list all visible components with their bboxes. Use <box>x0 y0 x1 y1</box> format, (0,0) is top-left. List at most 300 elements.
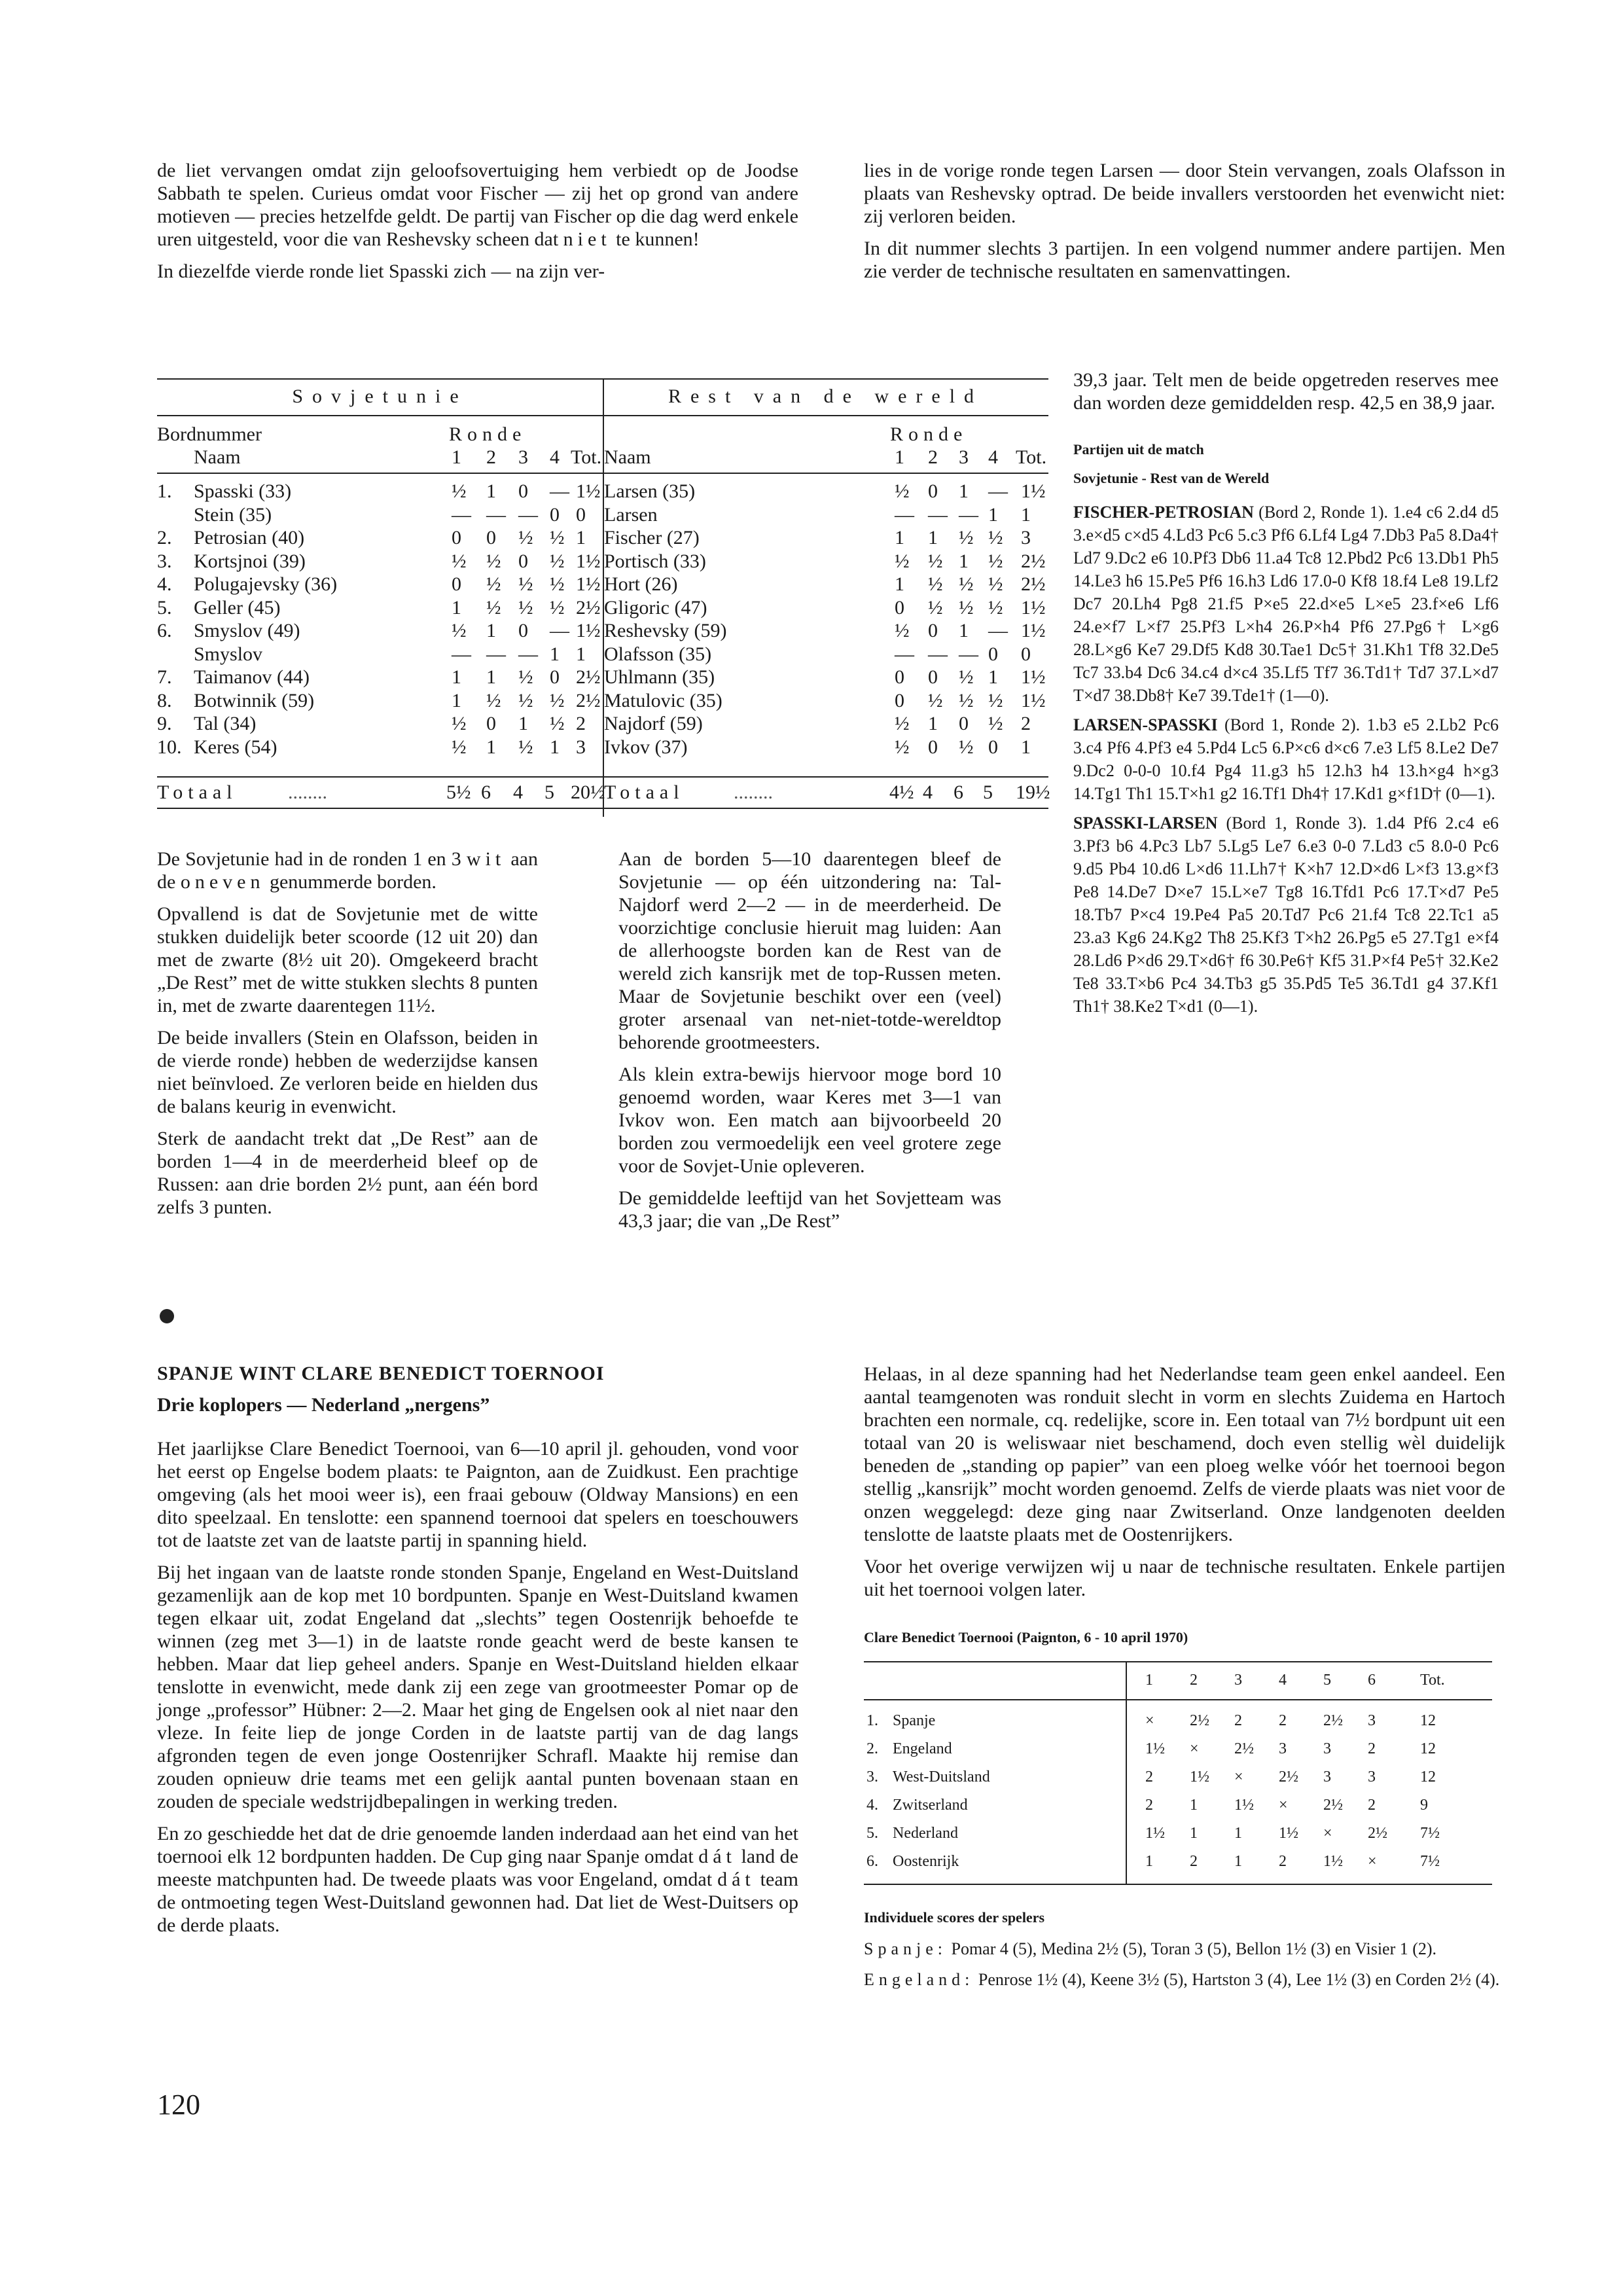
round-score: ½ <box>518 596 533 619</box>
round-score: 1 <box>486 480 496 502</box>
tot-header: Tot. <box>571 446 602 468</box>
total-cell: 12 <box>1420 1712 1436 1729</box>
total-score: 1½ <box>1021 666 1046 688</box>
table-row <box>157 666 1048 689</box>
game-info: (Bord 1, Ronde 3). <box>1217 814 1367 833</box>
score-cell: 2 <box>1368 1740 1376 1757</box>
bordnummer-label: Bordnummer <box>157 423 262 445</box>
text: te kunnen! <box>611 228 700 250</box>
round-score: ½ <box>550 527 565 548</box>
round-score: — <box>988 620 1008 641</box>
round-score: 1 <box>959 480 969 502</box>
round-score: 0 <box>486 713 496 734</box>
score-cell: × <box>1279 1797 1288 1814</box>
score-cell: 2 <box>1190 1853 1198 1870</box>
round-score: 0 <box>895 689 904 711</box>
game-title: FISCHER-PETROSIAN <box>1073 503 1254 522</box>
round-score: ½ <box>959 666 974 688</box>
game-moves: 1.d4 Pf6 2.c4 e6 3.Pf3 b6 4.Pc3 Lb7 5.Lg5 Le7 6.e3 0-0 7.Ld3 c5 8.0-0 Pc6 9.d5 Pb4 10.d6 L×d6 11.Lh7† K×h7 12.D×d6 L×f3 13.g×f3 Pe8 14.De7 D×e7 15.L×e7 Tg8 16.Tfd1 Pc6 17.T×d7 Pe5 18.Tb7 P×c4 19.Pe4 Pa5 20.Td7 Pc6 21.f4 Tc8 22.Tc1 a5 23.a3 Kg6 24.Kg2 Th8 25.Kf3 T×h2 26.Pg5 e5 27.Tg1 e×f4 28.Ld6 P×d6 29.T×d6† f6 30.Pe6† Kf5 31.P×f4 Pe5† 32.Ke2 Te8 33.T×b6 Pc4 34.Tb3 g5 35.Pd5 Te5 36.Td1 g4 37.Kf1 Th1† 38.Ke2 T×d1 (0—1). <box>1073 814 1499 1016</box>
round-score: 0 <box>486 527 496 548</box>
chess-column <box>1073 368 1499 1018</box>
round-total: 4 <box>513 781 523 803</box>
column-header: 5 <box>1323 1672 1331 1689</box>
player-name: Smyslov <box>194 643 263 665</box>
total-score: 1½ <box>1021 620 1046 641</box>
round-header: 1 <box>452 446 461 468</box>
round-total: 6 <box>481 781 491 803</box>
player-name: Matulovic (35) <box>604 689 722 711</box>
table-row <box>157 736 1048 759</box>
player-name: Gligoric (47) <box>604 596 707 619</box>
round-header: 4 <box>988 446 998 468</box>
round-score: ½ <box>452 736 467 758</box>
tournament-table <box>864 1661 1492 1885</box>
round-score: — <box>928 503 948 526</box>
score-cell: 3 <box>1368 1712 1376 1729</box>
total-score: 2½ <box>1021 550 1046 572</box>
player-name: Petrosian (40) <box>194 527 305 548</box>
round-score: 0 <box>895 666 904 688</box>
table-row <box>157 550 1048 573</box>
score-cell: 1 <box>1190 1797 1198 1814</box>
score-cell: × <box>1368 1853 1377 1870</box>
board-number: 5. <box>157 596 172 619</box>
player-name: Keres (54) <box>194 736 277 758</box>
board-number: 2. <box>157 527 172 548</box>
round-header: 2 <box>486 446 496 468</box>
board-number: 7. <box>157 666 172 688</box>
round-score: ½ <box>518 689 533 711</box>
total-cell: 12 <box>1420 1740 1436 1757</box>
total-score: 2½ <box>576 666 601 688</box>
game-moves: 1.e4 c6 2.d4 d5 3.e×d5 c×d5 4.Ld3 Pc6 5.c3 Pf6 6.Lf4 Lg4 7.Db3 Pa5 8.Da4† Ld7 9.Dc2 e6 10.Pf3 Db6 11.a4 Tc8 12.Pbd2 Pc6 13.Db1 Ph5 14.Le3 h6 15.Pe5 Pf6 16.h3 Ld6 17.0-0 Kf8 18.f4 Le8 19.Lf2 Dc7 20.Lh4 Pg8 21.f5 P×e5 22.d×e5 L×e5 23.f×e6 Lf6 24.e×f7 L×f7 25.Pf3 L×h4 26.P×h4 Pf6 27.Pg6† L×g6 28.L×g6 Ke7 29.Df5 Kd8 30.Tae1 Dc5† 31.Kh1 Tf8 32.De5 Tc7 33.b4 Dc6 34.c4 d×c4 35.Lf5 Tf7 36.Td1† Td7 37.L×d7 T×d7 38.Db8† Ke7 39.Tde1† (1—0). <box>1073 503 1499 705</box>
round-score: ½ <box>959 573 974 595</box>
table-title: Clare Benedict Toernooi (Paignton, 6 - 10 april 1970) <box>864 1629 1188 1645</box>
total-score: 2½ <box>1021 573 1046 595</box>
paragraph: Bij het ingaan van de laatste ronde stonden Spanje, Engeland en West-Duitsland gezamenlijk aan de kop met 10 bordpunten. Spanje en West-Duitsland kwamen tegen elkaar uit, zodat Engeland dat „slechts” tegen Oostenrijk behoefde te winnen (zeg met 3—1) in de laatste ronde geacht werd de beste kansen te hebben. Maar dat liep geheel anders. Spanje en West-Duitsland hielden elkaar tenslotte in evenwicht, mede dank zij een zege van grootmeester Pomar op de jonge „professor” Hübner: 2—2. Maar het ging de Engelsen ook al niet naar den vleze. In feite liep de jonge Corden in de laatste partij van de dag langs afgronden tegen de even jonge Oostenrijker Schrafl. Maakte hij remise dan zouden opnieuw drie teams met een gelijk aantal punten bovenaan staan en zouden de speciale wedstrijdbepalingen in werking treden. <box>157 1562 798 1812</box>
text: De Sovjetunie had in de ronden 1 en 3 <box>157 848 467 870</box>
paragraph: Opvallend is dat de Sovjetunie met de witte stukken duidelijk beter scoorde (12 uit 20) dan met de zwarte (8½ uit 20). Omgekeerd bracht „De Rest” met de witte stukken slechts 8 punten in, met de zwarte daarentegen 11½. <box>157 903 538 1016</box>
player-name: Polugajevsky (36) <box>194 573 338 595</box>
game-title: LARSEN-SPASSKI <box>1073 715 1218 734</box>
round-score: 1 <box>959 620 969 641</box>
round-score: ½ <box>895 480 910 502</box>
board-number: 6. <box>157 620 172 641</box>
round-score: 1 <box>959 550 969 572</box>
score-cell: 1½ <box>1145 1740 1165 1757</box>
total-score: 1½ <box>1021 596 1046 619</box>
round-score: ½ <box>550 573 565 595</box>
round-score: — <box>550 480 569 502</box>
round-score: — <box>486 643 506 665</box>
total-score: 1½ <box>1021 689 1046 711</box>
round-score: — <box>452 643 471 665</box>
country-name: Oostenrijk <box>893 1853 959 1870</box>
round-header: 2 <box>928 446 938 468</box>
round-score: ½ <box>895 736 910 758</box>
rank: 4. <box>866 1797 878 1814</box>
score-cell: 1½ <box>1145 1825 1165 1842</box>
round-score: — <box>518 643 538 665</box>
round-score: — <box>959 643 978 665</box>
player-name: Larsen <box>604 503 658 526</box>
totaal-label: Totaal <box>604 781 685 803</box>
player-name: Reshevsky (59) <box>604 620 727 641</box>
totaal-label: Totaal <box>157 781 238 803</box>
round-score: 0 <box>895 596 904 619</box>
score-cell: 2 <box>1368 1797 1376 1814</box>
round-score: ½ <box>550 550 565 572</box>
total-cell: 7½ <box>1420 1825 1440 1842</box>
score-cell: × <box>1323 1825 1332 1842</box>
round-score: ½ <box>895 713 910 734</box>
score-cell: 3 <box>1323 1740 1331 1757</box>
round-score: ½ <box>518 527 533 548</box>
table-row <box>157 689 1048 712</box>
player-name: Geller (45) <box>194 596 281 619</box>
player-name: Larsen (35) <box>604 480 696 502</box>
score-cell: 2 <box>1279 1712 1287 1729</box>
round-score: 0 <box>452 527 461 548</box>
score-cell: 1½ <box>1323 1853 1343 1870</box>
round-score: — <box>518 503 538 526</box>
round-score: ½ <box>928 550 943 572</box>
tot-header: Tot. <box>1016 446 1047 468</box>
round-score: 0 <box>928 736 938 758</box>
paragraph: In dit nummer slechts 3 partijen. In een volgend nummer andere partijen. Men zie verder de technische resultaten en samenvattingen. <box>864 238 1505 282</box>
round-score: ½ <box>959 736 974 758</box>
round-total: 5 <box>544 781 554 803</box>
round-total: 4 <box>923 781 933 803</box>
paragraph: De gemiddelde leeftijd van het Sovjetteam was 43,3 jaar; die van „De Rest” <box>618 1187 1001 1232</box>
total-cell: 9 <box>1420 1797 1428 1814</box>
country-label: Spanje: <box>864 1939 947 1958</box>
article-title: SPANJE WINT CLARE BENEDICT TOERNOOI <box>157 1363 605 1384</box>
total-score: 1½ <box>1021 480 1046 502</box>
rank: 2. <box>866 1740 878 1757</box>
game-info: (Bord 2, Ronde 1). <box>1253 503 1389 522</box>
round-score: ½ <box>959 689 974 711</box>
total-score: 1½ <box>576 573 601 595</box>
column-header: 2 <box>1190 1672 1198 1689</box>
naam-header: Naam <box>194 446 241 468</box>
player-name: Smyslov (49) <box>194 620 300 641</box>
game-title: SPASSKI-LARSEN <box>1073 814 1218 833</box>
game-info: (Bord 1, Ronde 2). <box>1217 715 1361 734</box>
total-score: 3 <box>1021 527 1031 548</box>
spaced-word: dát <box>717 1869 755 1890</box>
round-score: 1 <box>452 689 461 711</box>
score-cell: 1 <box>1190 1825 1198 1842</box>
score-cell: 3 <box>1368 1768 1376 1785</box>
paragraph: 39,3 jaar. Telt men de beide opgetreden reserves mee dan worden deze gemiddelden resp. 42,5 en 38,9 jaar. <box>1073 369 1499 414</box>
total-score: 2½ <box>576 596 601 619</box>
table-row <box>157 643 1048 666</box>
score-cell: 2½ <box>1190 1712 1209 1729</box>
paragraph: In diezelfde vierde ronde liet Spasski zich — na zijn ver- <box>157 260 605 282</box>
round-total: 5 <box>983 781 993 803</box>
total-score: 2 <box>1021 713 1031 734</box>
player-name: Uhlmann (35) <box>604 666 715 688</box>
round-score: ½ <box>959 596 974 619</box>
paragraph: De beide invallers (Stein en Olafsson, beiden in de vierde ronde) hebben de wederzijdse kansen niet beïnvloed. Ze verloren beide en hielden dus de balans keurig in evenwicht. <box>157 1027 538 1117</box>
rank: 5. <box>866 1825 878 1842</box>
round-score: ½ <box>895 620 910 641</box>
paragraph: Als klein extra-bewijs hiervoor moge bord 10 genoemd worden, waar Keres met 3—1 van Ivkov won. Een match aan bijvoorbeeld 20 borden zou vermoedelijk een veel grotere zege voor de Sovjet-Unie opleveren. <box>618 1064 1001 1177</box>
country-name: Nederland <box>893 1825 958 1842</box>
round-score: ½ <box>928 596 943 619</box>
player-name: Taimanov (44) <box>194 666 310 688</box>
rank: 3. <box>866 1768 878 1785</box>
sovjetunie-title: Sovjetunie <box>292 386 468 407</box>
score-cell: 2 <box>1279 1853 1287 1870</box>
round-score: — <box>486 503 506 526</box>
round-score: ½ <box>486 550 501 572</box>
round-score: ½ <box>895 550 910 572</box>
score-cell: 1½ <box>1234 1797 1254 1814</box>
table-row <box>157 503 1048 526</box>
player-name: Najdorf (59) <box>604 713 703 734</box>
bullet-icon <box>160 1309 174 1323</box>
player-name: Portisch (33) <box>604 550 706 572</box>
total-score: 1½ <box>576 480 601 502</box>
round-header: 3 <box>959 446 969 468</box>
round-score: ½ <box>452 620 467 641</box>
board-number: 9. <box>157 713 172 734</box>
round-score: ½ <box>452 480 467 502</box>
ronde-label: Ronde <box>449 423 527 445</box>
paragraph: Aan de borden 5—10 daarentegen bleef de Sovjetunie — op één uitzondering na: Tal-Najdorf werd 2—2 — in de meerderheid. De voorzichtige conclusie hieruit mag luiden: Aan de allerhoogste borden kan de Rest van de wereld zich kansrijk met de top-Russen meten. Maar de Sovjetunie beschikt over een (veel) groter arsenaal van net-niet-totde-wereldtop behorende grootmeesters. <box>618 848 1001 1053</box>
round-score: 1 <box>518 713 528 734</box>
country-name: West-Duitsland <box>893 1768 990 1785</box>
total-cell: 12 <box>1420 1768 1436 1785</box>
top-right-column <box>864 159 1505 283</box>
round-score: ½ <box>988 527 1003 548</box>
round-score: ½ <box>486 573 501 595</box>
round-score: 0 <box>550 666 560 688</box>
score-cell: × <box>1234 1768 1243 1785</box>
paragraph: Helaas, in al deze spanning had het Nederlandse team geen enkel aandeel. Een aantal teamgenoten was ronduit slecht in vorm en slechts Zuidema en Hartoch brachten een normale, cq. redelijke, score in. Een totaal van 7½ bordpunt uit een totaal van 20 is weliswaar niet beschamend, doch even stellig wèl duidelijk beneden de „standing op papier” van een ploeg welke vóór het toernooi begon stellig „kansrijk” mocht worden genoemd. Zelfs de vierde plaats was niet voor de onzen weggelegd: deze ging naar Zwitserland. Onze landgenoten deelden tenslotte de laatste plaats met de Oostenrijkers. <box>864 1363 1505 1545</box>
score-cell: 1½ <box>1190 1768 1209 1785</box>
score-cell: 2½ <box>1368 1825 1387 1842</box>
round-score: 0 <box>518 480 528 502</box>
total-score: 0 <box>576 503 586 526</box>
total-cell: 7½ <box>1420 1853 1440 1870</box>
board-number: 4. <box>157 573 172 595</box>
round-score: 0 <box>959 713 969 734</box>
round-score: ½ <box>518 736 533 758</box>
score-cell: 1 <box>1234 1825 1242 1842</box>
round-score: 0 <box>928 666 938 688</box>
board-number: 8. <box>157 689 172 711</box>
round-score: 1 <box>895 573 904 595</box>
round-total: 6 <box>954 781 963 803</box>
article-left <box>157 1363 798 1937</box>
spaced-word: wit <box>466 848 506 870</box>
total-score: 0 <box>1021 643 1031 665</box>
score-cell: 2 <box>1145 1797 1153 1814</box>
round-score: ½ <box>988 596 1003 619</box>
score-cell: 1½ <box>1279 1825 1298 1842</box>
round-score: 1 <box>928 713 938 734</box>
total-score: 3 <box>576 736 586 758</box>
country-name: Engeland <box>893 1740 952 1757</box>
column-header: 6 <box>1368 1672 1376 1689</box>
player-name: Tal (34) <box>194 713 257 734</box>
player-name: Ivkov (37) <box>604 736 688 758</box>
round-score: ½ <box>988 550 1003 572</box>
round-score: 1 <box>988 666 998 688</box>
player-name: Fischer (27) <box>604 527 700 548</box>
round-score: ½ <box>959 527 974 548</box>
round-score: 0 <box>988 736 998 758</box>
table-row <box>157 480 1048 503</box>
round-header: 4 <box>550 446 560 468</box>
round-score: 1 <box>550 643 560 665</box>
table-row <box>157 619 1048 642</box>
total-score: 1 <box>1021 736 1031 758</box>
round-score: ½ <box>452 713 467 734</box>
score-cell: 2½ <box>1323 1797 1343 1814</box>
round-score: ½ <box>928 573 943 595</box>
rank: 1. <box>866 1712 878 1729</box>
round-score: 0 <box>518 620 528 641</box>
player-name: Stein (35) <box>194 503 272 526</box>
board-number: 3. <box>157 550 172 572</box>
round-score: 0 <box>452 573 461 595</box>
round-header: 1 <box>895 446 904 468</box>
table-row <box>157 712 1048 735</box>
round-score: ½ <box>928 689 943 711</box>
total-score: 1½ <box>576 620 601 641</box>
round-score: 0 <box>518 550 528 572</box>
total-score: 1 <box>1021 503 1031 526</box>
rank: 6. <box>866 1853 878 1870</box>
scores: Pomar 4 (5), Medina 2½ (5), Toran 3 (5), Bellon 1½ (3) en Visier 1 (2). <box>947 1939 1437 1958</box>
score-cell: × <box>1145 1712 1154 1729</box>
paragraph: de liet vervangen omdat zijn geloofsovertuiging hem verbiedt op de Joodse Sabbath te spelen. Curieus omdat voor Fischer — zij het op grond van andere motieven — precies hetzelfde geldt. De partij van Fischer op die dag werd enkele uren uitgesteld, voor die van Reshevsky scheen dat <box>157 160 798 250</box>
leader-dots: ........ <box>288 781 327 803</box>
round-score: 1 <box>486 620 496 641</box>
total-score: 2 <box>576 713 586 734</box>
spaced-word: niet <box>563 228 611 250</box>
round-score: — <box>959 503 978 526</box>
round-total: 5½ <box>446 781 471 803</box>
round-score: ½ <box>550 713 565 734</box>
heading: Sovjetunie - Rest van de Wereld <box>1073 470 1270 486</box>
top-left-column <box>157 159 798 283</box>
round-score: — <box>988 480 1008 502</box>
text: genummerde borden. <box>264 871 437 893</box>
total-score: 2½ <box>576 689 601 711</box>
round-score: ½ <box>486 596 501 619</box>
player-name: Olafsson (35) <box>604 643 712 665</box>
player-name: Kortsjnoi (39) <box>194 550 306 572</box>
individual-title: Individuele scores der spelers <box>864 1909 1045 1926</box>
round-score: ½ <box>518 573 533 595</box>
game-moves: 1.b3 e5 2.Lb2 Pc6 3.c4 Pf6 4.Pf3 e4 5.Pd4 Lc5 6.P×c6 d×c6 7.e3 Lf5 8.Le2 De7 9.Dc2 0-0-0 10.f4 Pg4 11.g3 h5 12.h3 h4 13.h×g4 h×g3 14.Tg1 Th1 15.T×h1 g2 16.Tf1 Dh4† 17.Kd1 g×f1D† (0—1). <box>1073 715 1499 803</box>
score-cell: 2 <box>1234 1712 1242 1729</box>
table-row <box>157 596 1048 619</box>
total-score: 1 <box>576 643 586 665</box>
player-name: Hort (26) <box>604 573 678 595</box>
table-row <box>157 526 1048 549</box>
scores: Penrose 1½ (4), Keene 3½ (5), Hartston 3 (4), Lee 1½ (3) en Corden 2½ (4). <box>974 1970 1500 1989</box>
round-score: ½ <box>486 689 501 711</box>
score-cell: 2½ <box>1323 1712 1343 1729</box>
grand-total: 19½ <box>1016 781 1050 803</box>
score-cell: 1 <box>1234 1853 1242 1870</box>
round-score: — <box>452 503 471 526</box>
round-score: ½ <box>550 596 565 619</box>
round-score: 0 <box>988 643 998 665</box>
round-score: ½ <box>988 713 1003 734</box>
country-name: Zwitserland <box>893 1797 968 1814</box>
board-number: 10. <box>157 736 182 758</box>
round-score: 1 <box>928 527 938 548</box>
mid-center-column <box>618 848 1001 1232</box>
paragraph: Voor het overige verwijzen wij u naar de technische resultaten. Enkele partijen uit het toernooi volgen later. <box>864 1556 1505 1600</box>
grand-total: 20½ <box>571 781 605 803</box>
round-total: 4½ <box>889 781 914 803</box>
mid-left-column <box>157 848 538 1219</box>
board-number: 1. <box>157 480 172 502</box>
score-cell: 3 <box>1323 1768 1331 1785</box>
score-cell: 2 <box>1145 1768 1153 1785</box>
match-table <box>157 378 1048 817</box>
round-score: ½ <box>452 550 467 572</box>
player-name: Botwinnik (59) <box>194 689 315 711</box>
round-score: — <box>895 503 914 526</box>
score-cell: 1 <box>1145 1853 1153 1870</box>
page-number: 120 <box>157 2089 200 2121</box>
country-name: Spanje <box>893 1712 936 1729</box>
round-header: 3 <box>518 446 528 468</box>
round-score: — <box>895 643 914 665</box>
column-header: 4 <box>1279 1672 1287 1689</box>
text: En zo geschiedde het dat de drie genoemde landen inderdaad aan het eind van het toernooi elk 12 bordpunten hadden. De Cup ging naar Spanje omdat <box>157 1823 798 1867</box>
round-score: 1 <box>452 666 461 688</box>
paragraph: lies in de vorige ronde tegen Larsen — door Stein vervangen, zoals Olafsson in plaats van Reshevsky optrad. De beide invallers verstoorden het evenwicht niet: zij verloren beiden. <box>864 160 1505 227</box>
column-header: Tot. <box>1420 1672 1445 1689</box>
rest-title: Rest van de wereld <box>668 386 984 407</box>
round-score: 1 <box>895 527 904 548</box>
country-label: Engeland: <box>864 1970 974 1989</box>
column-header: 3 <box>1234 1672 1242 1689</box>
leader-dots: ........ <box>734 781 773 803</box>
column-header: 1 <box>1145 1672 1153 1689</box>
player-name: Spasski (33) <box>194 480 292 502</box>
round-score: 1 <box>550 736 560 758</box>
heading: Partijen uit de match <box>1073 441 1204 457</box>
table-row <box>157 573 1048 596</box>
round-score: — <box>550 620 569 641</box>
naam-header: Naam <box>604 446 651 468</box>
score-cell: 2½ <box>1279 1768 1298 1785</box>
score-cell: 2½ <box>1234 1740 1254 1757</box>
round-score: 0 <box>550 503 560 526</box>
total-score: 1½ <box>576 550 601 572</box>
round-score: 1 <box>452 596 461 619</box>
spaced-word: oneven <box>180 871 265 893</box>
round-score: ½ <box>988 689 1003 711</box>
round-score: — <box>928 643 948 665</box>
spaced-word: dát <box>698 1846 736 1867</box>
text: land de meeste matchpunten had. De tweede plaats was voor Engeland, omdat <box>157 1846 798 1890</box>
round-score: ½ <box>518 666 533 688</box>
article-right <box>864 1363 1505 1991</box>
text: team de ontmoeting tegen West-Duitsland gewonnen had. Dat liet de West-Duitsers op de derde plaats. <box>157 1869 798 1936</box>
